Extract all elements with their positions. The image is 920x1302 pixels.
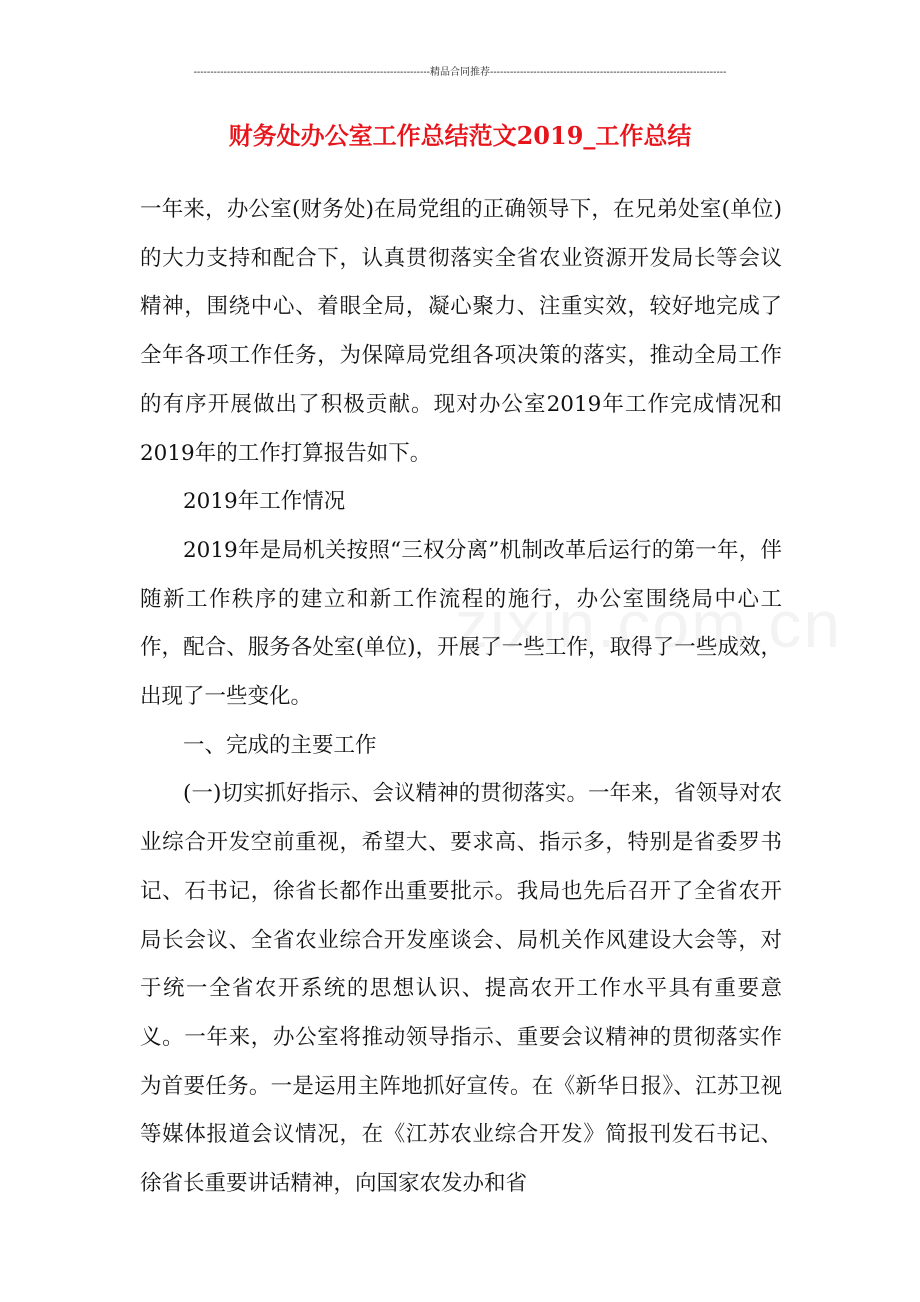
section-heading-2019: 2019年工作情况 bbox=[183, 489, 346, 515]
section-heading-main-work: 一、完成的主要工作 bbox=[183, 732, 377, 758]
header-rule: -----------------------------------------------------------------------精品合同推荐----------------------------------------------------------------------- bbox=[193, 67, 727, 78]
document-body bbox=[140, 186, 782, 1209]
paragraph-intro: 一年来，办公室(财务处)在局党组的正确领导下，在兄弟处室(单位)的大力支持和配合下，认真贯彻落实全省农业资源开发局长等会议精神，围绕中心、着眼全局，凝心聚力、注重实效，较好地完成了全年各项工作任务，为保障局党组各项决策的落实，推动全局工作的有序开展做出了积极贡献。现对办公室2019年工作完成情况和2019年的工作打算报告如下。 bbox=[140, 197, 782, 466]
paragraph-item-one: (一)切实抓好指示、会议精神的贯彻落实。一年来，省领导对农业综合开发空前重视，希望大、要求高、指示多，特别是省委罗书记、石书记，徐省长都作出重要批示。我局也先后召开了全省农开局长会议、全省农业综合开发座谈会、局机关作风建设大会等，对于统一全省农开系统的思想认识、提高农开工作水平具有重要意义。一年来，办公室将推动领导指示、重要会议精神的贯彻落实作为首要任务。一是运用主阵地抓好宣传。在《新华日报》、江苏卫视等媒体报道会议情况，在《江苏农业综合开发》简报刊发石书记、徐省长重要讲话精神，向国家农发办和省 bbox=[140, 781, 782, 1197]
paragraph-2019-overview: 2019年是局机关按照“三权分离”机制改革后运行的第一年，伴随新工作秩序的建立和新工作流程的施行，办公室围绕局中心工作，配合、服务各处室(单位)，开展了一些工作，取得了一些成效，出现了一些变化。 bbox=[140, 537, 782, 710]
document-title: 财务处办公室工作总结范文2019_工作总结 bbox=[228, 121, 692, 150]
